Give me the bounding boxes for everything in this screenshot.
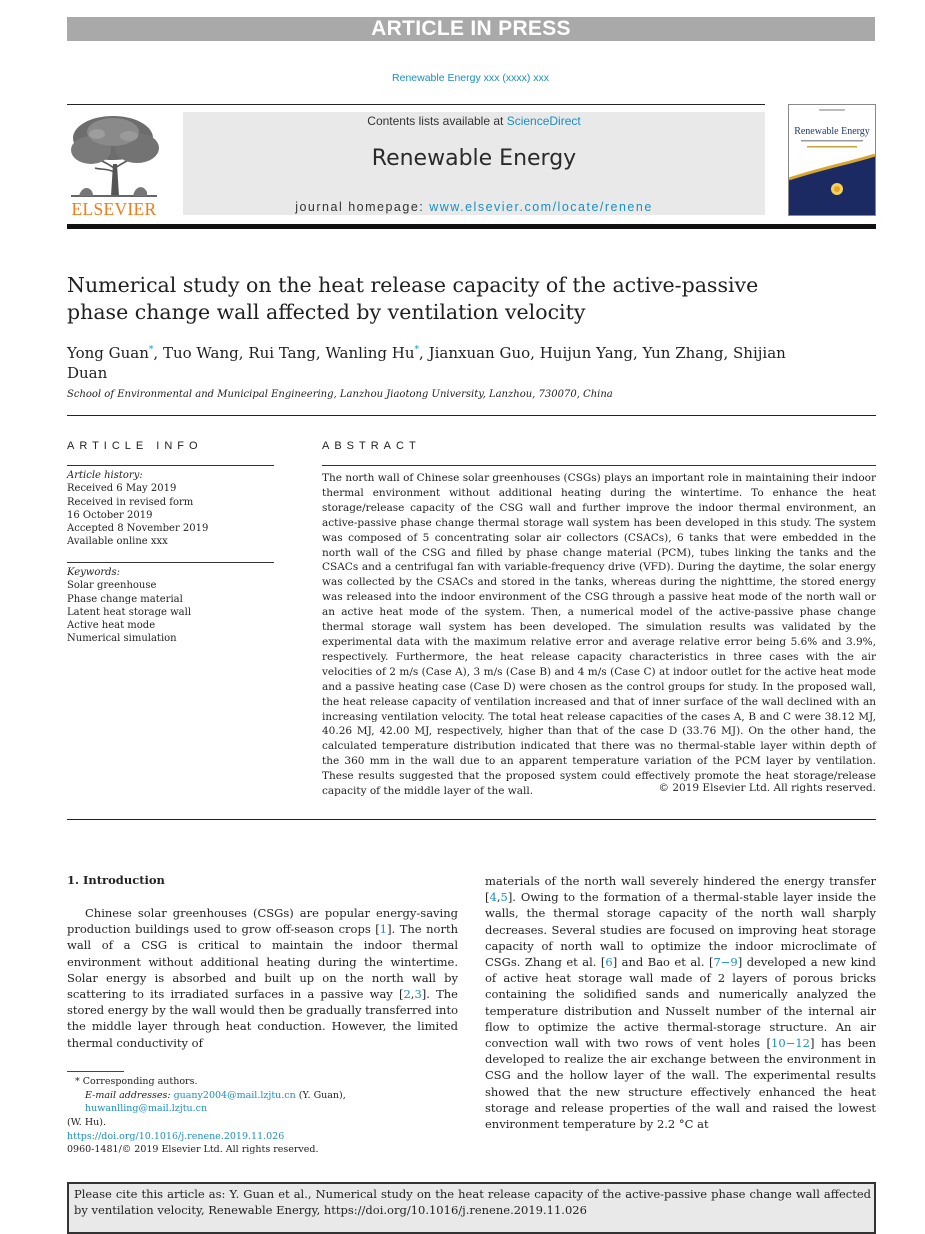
author-separator: ,	[530, 344, 540, 362]
email-owner: (Y. Guan),	[295, 1089, 346, 1101]
footnote-rule	[67, 1071, 124, 1072]
body-text: ] and Bao et al. [	[612, 955, 714, 970]
author-name: Wanling Hu	[325, 344, 415, 362]
author-name: Jianxuan Guo	[428, 344, 531, 362]
abstract-heading: ABSTRACT	[322, 440, 421, 452]
author-affiliation: School of Environmental and Municipal Engineering, Lanzhou Jiaotong University, Lanzhou, 730070, China	[67, 389, 613, 400]
author-separator: ,	[238, 344, 249, 362]
citation-ref-link[interactable]: 5	[500, 890, 508, 905]
issn-copyright: 0960-1481/© 2019 Elsevier Ltd. All rights reserved.	[67, 1144, 319, 1155]
author-name: Rui Tang	[248, 344, 316, 362]
corresponding-author-mark[interactable]: *	[414, 345, 420, 355]
body-text: ,	[410, 987, 415, 1002]
journal-cover-thumbnail[interactable]	[788, 104, 876, 216]
keywords-label: Keywords:	[67, 567, 121, 578]
article-info-heading: ARTICLE INFO	[67, 440, 203, 452]
citation-ref-link[interactable]: 6	[605, 955, 613, 970]
contents-line	[183, 114, 765, 128]
history-item: Received in revised form	[67, 496, 194, 508]
body-text: materials of the north wall severely hindered the energy transfer [	[485, 874, 876, 905]
elsevier-wordmark: ELSEVIER	[71, 199, 157, 219]
author-list	[67, 340, 787, 383]
article-in-press-banner: ARTICLE IN PRESS	[67, 17, 875, 41]
keyword-item: Solar greenhouse	[67, 580, 157, 592]
body-text: Chinese solar greenhouses (CSGs) are popular energy-saving production buildings used to grow off-season crops [	[67, 906, 458, 937]
homepage-prefix: journal homepage:	[295, 200, 430, 214]
header-bottom-rule	[67, 224, 876, 229]
doi-link[interactable]: https://doi.org/10.1016/j.renene.2019.11.026	[67, 1131, 285, 1142]
history-item: 16 October 2019	[67, 509, 153, 521]
abstract-rule	[322, 465, 876, 466]
body-column-right	[485, 873, 876, 1132]
introduction-heading: 1. Introduction	[67, 873, 165, 887]
body-column-left	[67, 905, 458, 1051]
journal-name: Renewable Energy	[371, 146, 577, 171]
article-title: Numerical study on the heat release capacity of the active-passive phase change wall affected by ventilation velocity	[67, 273, 759, 324]
email-link[interactable]: huwanlling@mail.lzjtu.cn	[85, 1103, 208, 1114]
body-text: ]. Owing to the formation of a thermal-stable layer inside the walls, the thermal storage capacity of the north wall sharply decreases. Several studies are focused on improving heat storage capacity of north wall to optimize the indoor microclimate of CSGs. Zhang et al. [	[485, 890, 876, 970]
author-name: Shijian Duan	[67, 344, 786, 382]
history-item: Accepted 8 November 2019	[67, 523, 209, 535]
footnotes	[67, 1075, 462, 1129]
citation-ref-link[interactable]: 7−9	[713, 955, 738, 970]
author-separator: ,	[723, 344, 734, 362]
body-text: ]. The north wall of a CSG is critical to maintain the indoor thermal environment without additional heating during the wintertime. Solar energy is absorbed and built up on the north wall by scattering to its irradiated surfaces in a passive way [	[67, 922, 458, 1002]
citation-ref-link[interactable]: 1	[379, 922, 388, 937]
author-name: Yong Guan	[67, 344, 149, 362]
keyword-item: Numerical simulation	[67, 633, 177, 645]
author-separator: ,	[315, 344, 326, 362]
article-history	[67, 469, 208, 549]
section-divider	[67, 415, 876, 416]
author-separator: ,	[419, 344, 429, 362]
body-text: ,	[496, 890, 501, 905]
keyword-item: Active heat mode	[67, 620, 156, 632]
contents-prefix: Contents lists available at	[367, 114, 507, 128]
journal-reference-link[interactable]: Renewable Energy xxx (xxxx) xxx	[392, 72, 549, 84]
citation-ref-link[interactable]: 2	[403, 987, 411, 1002]
author-name: Tuo Wang	[162, 344, 239, 362]
author-separator: ,	[153, 344, 163, 362]
email-link[interactable]: guany2004@mail.lzjtu.cn	[173, 1089, 296, 1101]
email-owner: (W. Hu).	[67, 1116, 106, 1128]
body-text: ] developed a new kind of active heat storage wall made of 2 layers of porous bricks containing the solidified sands and numerically analyzed the temperature distribution and Nusselt number of the internal air flow to optimize the active thermal-storage structure. An air convection wall with two rows of vent holes [	[485, 955, 876, 1051]
corresponding-author-mark[interactable]: *	[148, 345, 154, 355]
email-label: E-mail addresses:	[85, 1089, 171, 1101]
citation-box	[67, 1182, 876, 1234]
keyword-item: Phase change material	[67, 593, 183, 605]
cover-journal-title: Renewable Energy	[794, 126, 870, 137]
body-text: ] has been developed to realize the air exchange between the environment in CSG and the hollow layer of the wall. The experimental results showed that the new structure effectively enhanced the heat storage and release properties of the wall and raised the lowest environment temperature by 2.2 °C at	[485, 1036, 876, 1132]
citation-ref-link[interactable]: 4	[489, 890, 497, 905]
article-history-label: Article history:	[67, 470, 143, 481]
author-name: Yun Zhang	[642, 344, 724, 362]
journal-homepage-link[interactable]: www.elsevier.com/locate/renene	[429, 200, 653, 214]
history-item: Available online xxx	[67, 536, 168, 548]
keyword-item: Latent heat storage wall	[67, 606, 192, 618]
corresponding-note: * Corresponding authors.	[75, 1076, 198, 1087]
citation-ref-link[interactable]: 10−12	[771, 1036, 810, 1051]
header-top-rule	[67, 104, 765, 105]
abstract-text: The north wall of Chinese solar greenhouses (CSGs) plays an important role in maintaining their indoor thermal environment without additional heating during the wintertime. To enhance the heat storage/release capacity of the CSG wall and further improve the indoor thermal environment, an active-passive phase change thermal storage wall system has been developed in this study. The system was composed of 5 concentrating solar air collectors (CSACs), 6 tanks that were embedded in the north wall of the CSG and filled by phase change material (PCM), tubes linking the tanks and the CSACs and a centrifugal fan with variable-frequency drive (VFD). During the daytime, the solar energy was collected by the CSACs and stored in the tanks, whereas during the nighttime, the stored energy was released into the indoor environment of the CSG through a passive heat mode of the north wall or an active heat mode of the system. Then, a numerical model of the active-passive phase change thermal storage wall system has been developed. The simulation results was validated by the experimental data with the maximum relative error and average relative error being 5.6% and 3.9%, respectively. Furthermore, the heat release capacity characteristics in three cases with the air velocities of 2 m/s (Case A), 3 m/s (Case B) and 4 m/s (Case C) at indoor outlet for the active heat mode and a passive heating case (Case D) were chosen as the control groups for study. In the proposed wall, the heat release capacity of ventilation increased and that of inner surface of the wall declined with an increasing ventilation velocity. The total heat release capacities of the cases A, B and C were 38.12 MJ, 40.26 MJ, 42.00 MJ, respectively, higher than that of the case D (33.76 MJ). On the other hand, the calculated temperature distribution indicated that there was no thermal-stable layer within depth of the 360 mm in the wall due to an apparent temperature variation of the PCM layer by ventilation. These results suggested that the proposed system could effectively promote the heat storage/release capacity of the middle layer of the wall.	[322, 472, 876, 798]
sciencedirect-link[interactable]: ScienceDirect	[506, 114, 581, 128]
body-text: ]. The stored energy by the wall would then be gradually transferred into the middle layer through heat conduction. However, the limited thermal conductivity of	[67, 987, 458, 1050]
article-info-rule	[67, 465, 274, 466]
author-name: Huijun Yang	[539, 344, 633, 362]
keywords-rule	[67, 562, 274, 563]
history-item: Received 6 May 2019	[67, 483, 177, 495]
section-divider	[67, 819, 876, 820]
email-line	[67, 1089, 462, 1116]
citation-ref-link[interactable]: 3	[414, 987, 422, 1002]
journal-cover-art	[789, 105, 875, 215]
abstract-copyright: © 2019 Elsevier Ltd. All rights reserved.	[658, 782, 876, 794]
journal-homepage-line	[183, 200, 765, 214]
keywords	[67, 566, 191, 646]
author-separator: ,	[632, 344, 643, 362]
citation-text: Please cite this article as: Y. Guan et al., Numerical study on the heat release capacity of the active-passive phase change wall affected by ventilation velocity, Renewable Energy, https://doi.org/10.1016/j.renene.2019.11.026	[74, 1187, 871, 1217]
